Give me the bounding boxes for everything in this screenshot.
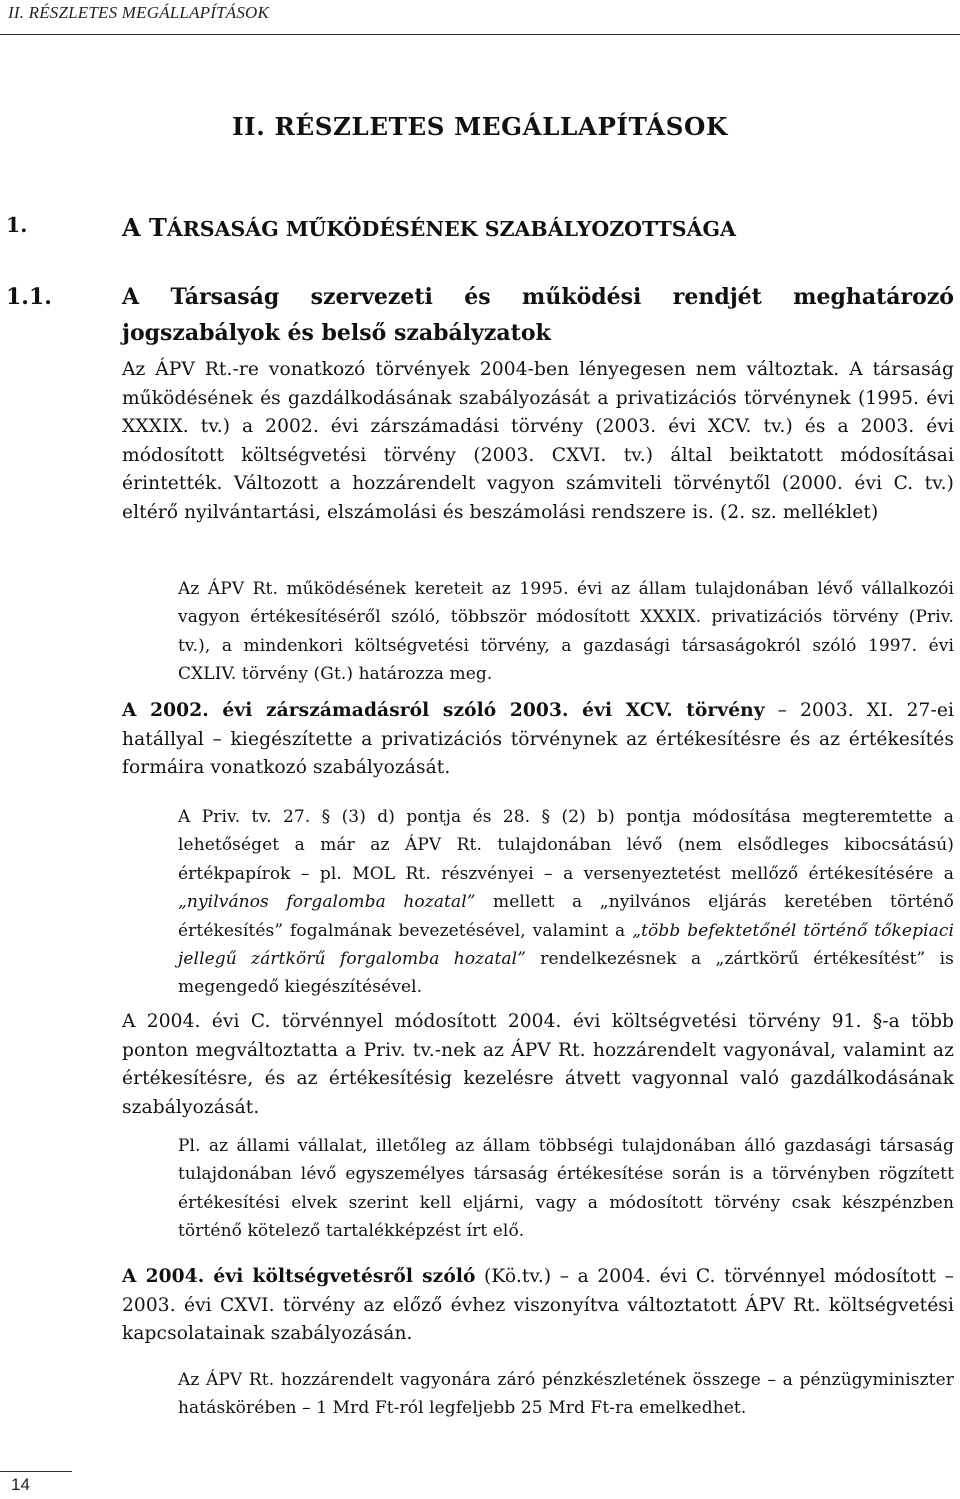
- header-rule: [0, 34, 960, 35]
- section-1-title-rest: ÁRSASÁG MŰKÖDÉSÉNEK SZABÁLYOZOTTSÁGA: [166, 217, 736, 241]
- section-1-title: [122, 213, 736, 242]
- priv-tv-amendment-text-b: mellett a „nyilvános eljárás keretében történő értékesítés” fogalmának bevezetésével, valamint a: [178, 892, 954, 941]
- closing-accounts-law-title: A 2002. évi zárszámadásról szóló 2003. évi XCV. törvény: [122, 700, 765, 721]
- priv-tv-amendment-text-c: rendelkezésnek a „zártkörű értékesítést” is megengedő kiegészítésével.: [178, 949, 955, 998]
- section-1-1-heading: [6, 279, 954, 351]
- section-1-title-initials: A T: [122, 213, 167, 242]
- private-placement-term: „több befektetőnél történő tőkepiaci jellegű zártkörű forgalomba hozatal”: [178, 920, 954, 970]
- chapter-title: II. RÉSZLETES MEGÁLLAPÍTÁSOK: [232, 112, 728, 141]
- paragraph-laws-changes: Az ÁPV Rt.-re vonatkozó törvények 2004-ben lényegesen nem változtak. A társaság működésének és gazdálkodásának szabályozását a privatizációs törvénynek (1995. évi XXXIX. tv.) a 2002. évi zárszámadási törvény (2003. évi XCV. tv.) és a 2003. évi módosított költségvetési törvény (2003. CXVI. tv.) által beiktatott módosításai érintették. Változott a hozzárendelt vagyon számviteli törvénytől (2000. évi C. tv.) eltérő nyilvántartási, elszámolási és beszámolási rendszere is. (2. sz. melléklet): [122, 359, 954, 523]
- running-header: II. RÉSZLETES MEGÁLLAPÍTÁSOK: [8, 3, 270, 22]
- paragraph-budget-act: [122, 1263, 954, 1349]
- budget-act-title: A 2004. évi költségvetésről szóló: [122, 1266, 476, 1287]
- paragraph-priv-tv-amendment: [178, 803, 954, 1002]
- paragraph-cash-reserve: Az ÁPV Rt. hozzárendelt vagyonára záró pénzkészletének összege – a pénzügyminiszter hatáskörében – 1 Mrd Ft-ról legfeljebb 25 Mrd Ft-ra emelkedhet.: [178, 1370, 954, 1419]
- budget-act-text: (Kö.tv.) – a 2004. évi C. törvénnyel módosított – 2003. évi CXVI. törvény az előző évhez viszonyítva változtatott ÁPV Rt. költségvetési kapcsolatainak szabályozásán.: [122, 1266, 955, 1344]
- section-1-1-number: 1.1.: [6, 284, 52, 310]
- page-number: 14: [11, 1475, 30, 1494]
- paragraph-closing-accounts-law: [122, 697, 954, 783]
- paragraph-budget-law-2004: A 2004. évi C. törvénnyel módosított 2004. évi költségvetési törvény 91. §-a több ponton megváltoztatta a Priv. tv.-nek az ÁPV Rt. hozzárendelt vagyonával, valamint az értékesítésre, és az értékesítésig kezelésre átvett vagyonnal való gazdálkodásának szabályozását.: [122, 1011, 954, 1118]
- paragraph-operating-framework: Az ÁPV Rt. működésének kereteit az 1995. évi az állam tulajdonában lévő vállalkozói vagyon értékesítéséről szóló, többször módosított XXXIX. privatizációs törvény (Priv. tv.), a mindenkori költségvetési törvény, a gazdasági társaságokról szóló 1997. évi CXLIV. törvény (Gt.) határozza meg.: [178, 579, 954, 685]
- closing-accounts-law-text: – 2003. XI. 27-ei hatállyal – kiegészítette a privatizációs törvénynek az értékesítésre és az értékesítés formáira vonatkozó szabályozását.: [122, 700, 954, 778]
- section-1-number: 1.: [6, 213, 28, 237]
- priv-tv-amendment-text-a: A Priv. tv. 27. § (3) d) pontja és 28. § (2) b) pontja módosítása megteremtette a lehetőséget a már az ÁPV Rt. tulajdonában lévő (nem elsődleges kibocsátású) értékpapírok – pl. MOL Rt. részvényei – a versenyeztetést mellőző értékesítésére a: [178, 807, 954, 884]
- paragraph-example-state-company: Pl. az állami vállalat, illetőleg az állam többségi tulajdonában álló gazdasági társaság tulajdonában lévő egyszemélyes társaság értékesítése során is a törvényben rögzített értékesítési elvek szerint kell eljárni, vagy a módosított törvény csak készpénzben történő kötelező tartalékképzést írt elő.: [178, 1136, 954, 1242]
- section-1-1-title: A Társaság szervezeti és működési rendjét meghatározó jogszabályok és belső szabályzatok: [122, 284, 954, 346]
- footer-rule: [0, 1471, 72, 1472]
- public-offering-term: „nyilvános forgalomba hozatal”: [178, 892, 476, 913]
